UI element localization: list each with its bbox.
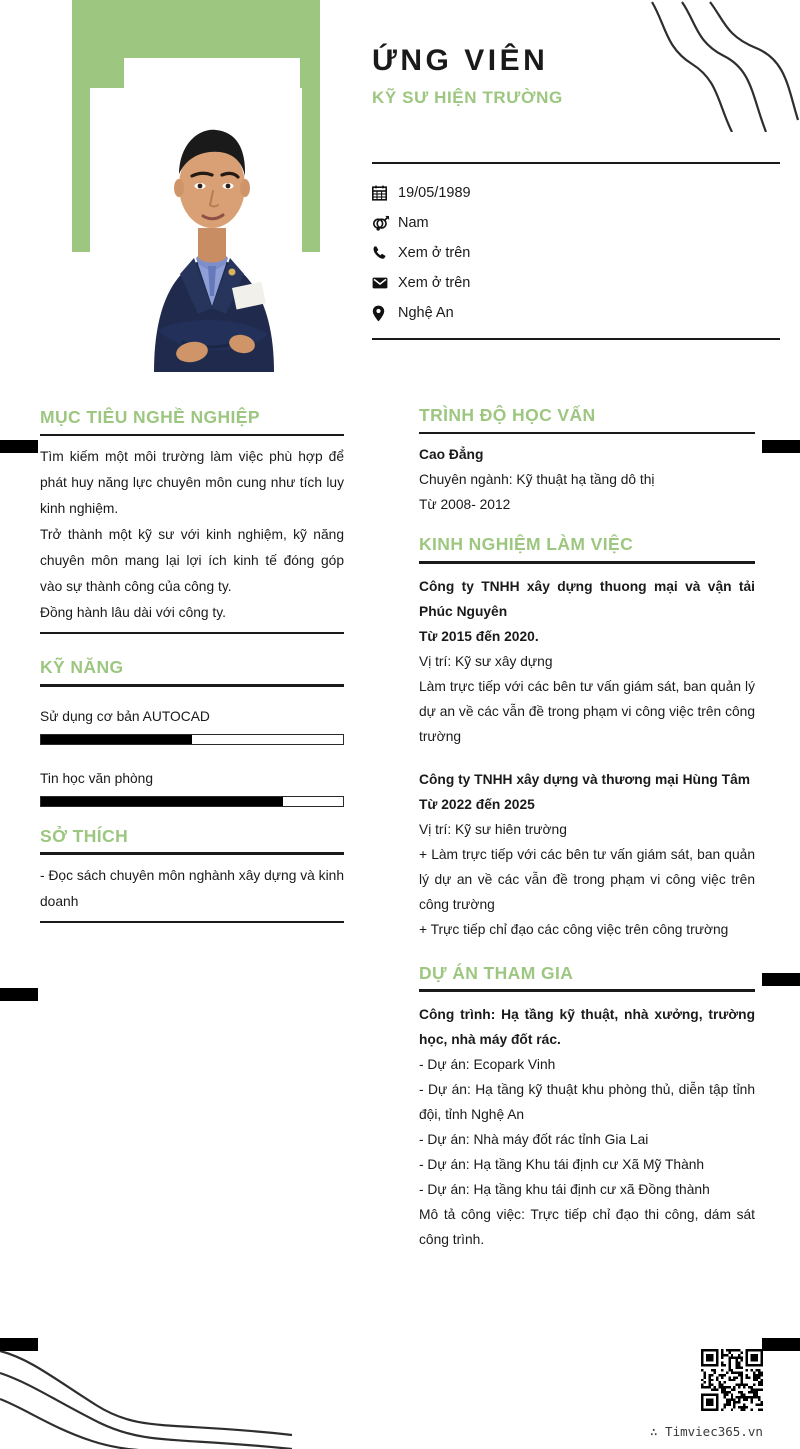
experience-period: Từ 2022 đến 2025 bbox=[419, 796, 535, 812]
section-education bbox=[419, 404, 755, 517]
project-item: - Dự án: Nhà máy đốt rác tỉnh Gia Lai bbox=[419, 1131, 649, 1147]
edge-marker-right-top bbox=[762, 440, 800, 453]
experience-duty: + Làm trực tiếp với các bên tư vấn giám sát, ban quản lý dự an về các vẫn đề trong phạm vi công việc trên công trường bbox=[419, 846, 755, 912]
profile-photo-block bbox=[72, 0, 320, 372]
section-experience bbox=[419, 533, 755, 941]
calendar-icon bbox=[372, 185, 398, 201]
section-projects bbox=[419, 962, 755, 1252]
projects-heading: Công trình: Hạ tầng kỹ thuật, nhà xưởng, trường học, nhà máy đốt rác. bbox=[419, 1006, 755, 1047]
section-title-hobbies: SỞ THÍCH bbox=[40, 825, 129, 846]
education-period: Từ 2008- 2012 bbox=[419, 497, 511, 513]
contact-row-birthday bbox=[372, 178, 780, 208]
page-title: ỨNG VIÊN bbox=[372, 44, 549, 77]
location-value: Nghệ An bbox=[398, 305, 454, 321]
skill-item bbox=[40, 745, 344, 807]
section-hobbies bbox=[40, 825, 344, 923]
experience-company: Công ty TNHH xây dựng và thương mại Hùng Tâm bbox=[419, 771, 751, 787]
section-title-education: TRÌNH ĐỘ HỌC VẤN bbox=[419, 405, 596, 425]
skill-item bbox=[40, 687, 344, 745]
skill-progress-fill bbox=[41, 797, 283, 806]
edge-marker-left-top bbox=[0, 440, 38, 453]
brand-label: ∴ Timviec365.vn bbox=[650, 1424, 763, 1439]
experience-entry bbox=[419, 564, 755, 749]
header-identity bbox=[372, 44, 780, 108]
avatar bbox=[124, 58, 300, 372]
experience-duty: + Trực tiếp chỉ đạo các công việc trên công trường bbox=[419, 921, 729, 937]
email-icon bbox=[372, 276, 398, 290]
email-value: Xem ở trên bbox=[398, 275, 471, 291]
contact-row-email[interactable] bbox=[372, 268, 780, 298]
contact-row-phone[interactable] bbox=[372, 238, 780, 268]
contact-block bbox=[372, 162, 780, 340]
edge-marker-left-bottom bbox=[0, 1338, 38, 1351]
gender-icon bbox=[372, 215, 398, 231]
objective-end-rule bbox=[40, 632, 344, 634]
location-icon bbox=[372, 305, 398, 322]
education-major: Chuyên ngành: Kỹ thuật hạ tầng dô thị bbox=[419, 472, 655, 488]
section-skills bbox=[40, 656, 344, 806]
objective-paragraph-2: Trở thành một kỹ sư với kinh nghiệm, kỹ năng chuyên môn mang lại lợi ích kinh tế đóng góp vào sự thành công của công ty. bbox=[40, 527, 344, 595]
right-column bbox=[419, 404, 755, 1256]
contact-bottom-divider bbox=[372, 338, 780, 340]
qr-code-image bbox=[691, 1349, 773, 1411]
skill-progress-bar bbox=[40, 734, 344, 745]
objective-paragraph-1: Tìm kiếm một môi trường làm việc phù hợp để phát huy năng lực chuyên môn cung như tích luy kinh nghiệm. bbox=[40, 449, 344, 517]
projects-entry bbox=[419, 992, 755, 1252]
section-title-projects: DỰ ÁN THAM GIA bbox=[419, 962, 574, 983]
skill-progress-fill bbox=[41, 735, 192, 744]
skill-label: Tin học văn phòng bbox=[40, 770, 154, 786]
hobbies-end-rule bbox=[40, 921, 344, 923]
gender-value: Nam bbox=[398, 215, 429, 231]
edge-marker-left-mid bbox=[0, 988, 38, 1001]
project-item: - Dự án: Ecopark Vinh bbox=[419, 1056, 556, 1072]
section-objective bbox=[40, 406, 344, 634]
project-item: - Dự án: Hạ tầng kỹ thuật khu phòng thủ, diễn tập tỉnh đội, tỉnh Nghệ An bbox=[419, 1081, 755, 1122]
experience-entry bbox=[419, 749, 755, 942]
hobbies-text: - Đọc sách chuyên môn nghành xây dựng và kinh doanh bbox=[40, 867, 344, 909]
contact-row-gender bbox=[372, 208, 780, 238]
education-entry bbox=[419, 434, 755, 517]
experience-position: Vị trí: Kỹ sư hiên trường bbox=[419, 821, 567, 837]
qr-code[interactable] bbox=[691, 1349, 773, 1411]
objective-body bbox=[40, 436, 344, 626]
section-title-skills: KỸ NĂNG bbox=[40, 657, 124, 678]
birthday-value: 19/05/1989 bbox=[398, 185, 471, 201]
section-title-experience: KINH NGHIỆM LÀM VIỆC bbox=[419, 534, 634, 555]
project-item: - Dự án: Hạ tầng Khu tái định cư Xã Mỹ Thành bbox=[419, 1156, 705, 1172]
skill-label: Sử dụng cơ bản AUTOCAD bbox=[40, 708, 210, 724]
phone-icon bbox=[372, 245, 398, 261]
education-degree: Cao Đẳng bbox=[419, 447, 484, 463]
hobbies-body bbox=[40, 855, 344, 915]
skill-progress-bar bbox=[40, 796, 344, 807]
job-title: KỸ SƯ HIỆN TRƯỜNG bbox=[372, 87, 563, 107]
section-title-objective: MỤC TIÊU NGHỀ NGHIỆP bbox=[40, 407, 260, 427]
contact-row-location bbox=[372, 298, 780, 328]
experience-period: Từ 2015 đến 2020. bbox=[419, 628, 539, 644]
phone-value: Xem ở trên bbox=[398, 245, 471, 261]
projects-description: Mô tả công việc: Trực tiếp chỉ đạo thi công, dám sát công trình. bbox=[419, 1206, 755, 1247]
objective-paragraph-3: Đồng hành lâu dài với công ty. bbox=[40, 605, 226, 621]
edge-marker-right-mid bbox=[762, 973, 800, 986]
experience-position: Vị trí: Kỹ sư xây dựng bbox=[419, 653, 553, 669]
project-item: - Dự án: Hạ tầng khu tái định cư xã Đồng thành bbox=[419, 1181, 710, 1197]
experience-company: Công ty TNHH xây dựng thuong mại và vận tải Phúc Nguyên bbox=[419, 578, 755, 619]
experience-duty: Làm trực tiếp với các bên tư vấn giám sát, ban quản lý dự an về các vẫn đề trong phạm vi công việc trên công trường bbox=[419, 678, 755, 744]
left-column bbox=[40, 406, 344, 927]
wave-decoration-bottom-left bbox=[0, 1337, 292, 1449]
